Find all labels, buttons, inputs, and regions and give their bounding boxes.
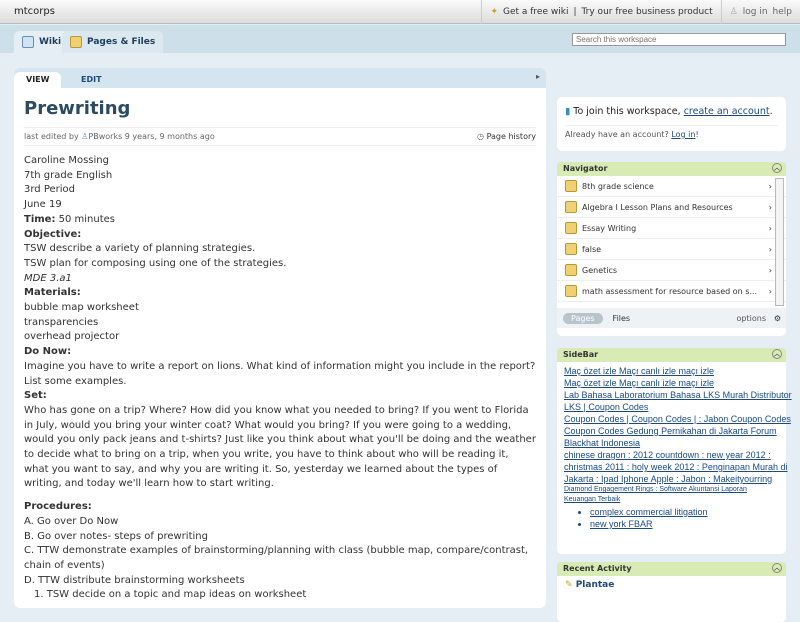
tab-label: Pages & Files: [87, 37, 156, 47]
sidebar-link[interactable]: Maç özet izle Maçı canlı izle maçı izle: [564, 378, 715, 388]
recent-item-link[interactable]: Plantae: [575, 580, 615, 590]
set-heading: Set:: [24, 390, 47, 402]
time-line: [24, 213, 536, 228]
edit-age: 9 years, 9 months ago: [124, 132, 215, 141]
nav-item[interactable]: [557, 176, 786, 197]
options-link[interactable]: options: [736, 313, 766, 323]
tab-wiki[interactable]: [14, 31, 69, 53]
chevron-right-icon: ›: [768, 202, 772, 212]
join-box: [557, 97, 786, 151]
sidebar-link[interactable]: Blackhat Indonesia: [564, 438, 641, 448]
top-bar: [0, 0, 800, 24]
user-icon: ♙: [81, 132, 89, 141]
sidebar-title: SideBar: [563, 350, 599, 359]
folder-icon: [565, 180, 577, 192]
nav-label: math assessment for resource based on s...: [582, 286, 758, 296]
text-line: TSW describe a variety of planning strategies.: [24, 243, 256, 255]
login-link[interactable]: log in: [742, 7, 768, 17]
text-line: C. TTW demonstrate examples of brainstorming/planning with class (bubble map, compare/contrast, chain of events): [24, 545, 529, 571]
get-free-wiki-link[interactable]: Get a free wiki: [502, 7, 569, 17]
sidebar-link[interactable]: Maç özet izle Maçı canlı izle maçı izle: [564, 366, 715, 376]
time-label: Time:: [24, 213, 56, 225]
user-icon: ♙: [729, 7, 738, 17]
text-line: 1. TSW decide on a topic and map ideas on worksheet: [34, 589, 307, 601]
tab-view[interactable]: VIEW: [14, 72, 61, 88]
chevron-right-icon: ›: [768, 286, 772, 296]
have-account-text: Already have an account?: [565, 130, 669, 139]
chevron-right-icon: ›: [768, 265, 772, 275]
nav-label: false: [582, 244, 602, 254]
time-value: 50 minutes: [55, 213, 116, 225]
chevron-right-icon: ›: [768, 223, 772, 233]
page-icon: ✎: [565, 580, 573, 590]
pages-toggle[interactable]: Pages: [563, 313, 603, 324]
history-label: Page history: [486, 132, 536, 141]
nav-label: 8th grade science: [582, 181, 654, 191]
flag-icon: ▮: [565, 106, 571, 117]
donow-heading: Do Now:: [24, 346, 72, 358]
procedures-heading: Procedures:: [24, 501, 92, 513]
page-title: Prewriting: [24, 98, 131, 119]
search-input[interactable]: [572, 33, 786, 46]
sidebar-link[interactable]: Diamond Engagement Rings : Software Akuntansi Laporan Keuangan Terbaik: [564, 486, 747, 503]
donow-text: Imagine you have to write a report on lions. What kind of information might you include in the report? List some examples.: [24, 360, 536, 387]
text-line: A. Go over Do Now: [24, 515, 119, 527]
folder-icon: [70, 36, 82, 48]
sidebar-bullet-link[interactable]: • new york FBAR: [590, 518, 779, 530]
objective-heading: Objective:: [24, 228, 82, 240]
page-history-link[interactable]: [477, 132, 536, 141]
files-toggle[interactable]: Files: [612, 313, 631, 323]
workspace-name[interactable]: mtcorps: [14, 6, 55, 17]
recent-title: Recent Activity: [563, 564, 632, 573]
nav-item[interactable]: [557, 218, 786, 239]
sidebar-link[interactable]: Coupon Codes Gedung Pernikahan di Jakarta Forum: [564, 426, 777, 436]
page-content: [14, 146, 546, 611]
award-icon: ✦: [490, 7, 498, 17]
folder-icon: [565, 222, 577, 234]
text-line: overhead projector: [24, 331, 120, 343]
standard-code: MDE 3.a1: [24, 272, 72, 284]
recent-activity-panel: [557, 562, 786, 622]
text-line: B. Go over notes- steps of prewriting: [24, 530, 208, 542]
sidebar-link[interactable]: Coupon Codes | Coupon Codes | : Jabon Coupon Codes: [564, 414, 791, 424]
sidebar-link[interactable]: Jakarta : Ipad Iphone Apple : Jabon : Makeityourring: [564, 474, 773, 484]
text-line: Caroline Mossing: [24, 155, 109, 166]
bang: !: [695, 130, 699, 139]
period: .: [769, 106, 773, 117]
folder-icon: [565, 201, 577, 213]
collapse-icon[interactable]: ︿: [773, 165, 780, 172]
set-text: Who has gone on a trip? Where? How did you know what you needed to bring? If you went to Florida in July, would you bring your winter coat? What would you bring? If you were going to a wedding, would you only pack jeans and t-shirts? Just like you think about what you'll be doing and the weather to decide what to bring on a trip, when you write, you have to think about who will be reading it, what you want to say, and why you are writing it. So, yesterday we learned about the types of writing, and today we'll learn how to start writing.: [24, 404, 536, 490]
wiki-icon: [22, 36, 34, 48]
gear-icon[interactable]: ⚙: [773, 313, 781, 323]
chevron-right-icon: ›: [768, 244, 772, 254]
separator: |: [573, 7, 577, 17]
text-line: bubble map worksheet: [24, 302, 139, 314]
author-link[interactable]: PBworks: [88, 132, 123, 141]
help-link[interactable]: help: [772, 7, 792, 17]
tab-label: Wiki: [39, 37, 62, 47]
navigator-title: Navigator: [563, 164, 608, 173]
folder-icon: [565, 264, 577, 276]
collapse-icon[interactable]: ︿: [773, 351, 780, 358]
sidebar-bullet-link[interactable]: • complex commercial litigation: [590, 506, 779, 518]
main-panel: [14, 68, 546, 608]
nav-label: Algebra I Lesson Plans and Resources: [582, 202, 733, 212]
sidebar-link[interactable]: chinese dragon : 2012 countdown : new year 2012 :: [564, 450, 771, 460]
nav-label: Essay Writing: [582, 223, 637, 233]
scrollbar[interactable]: [775, 178, 784, 306]
text-line: TSW plan for composing using one of the strategies.: [24, 257, 287, 269]
sidebar-link[interactable]: Lab Bahasa Laboratorium Bahasa LKS Murah Distributor: [564, 390, 792, 400]
login-link[interactable]: Log in: [671, 130, 696, 139]
business-link[interactable]: Try our free business product: [581, 7, 713, 17]
chevron-right-icon[interactable]: ▸: [535, 72, 540, 81]
meta-label: last edited by: [24, 132, 79, 141]
text-line: 7th grade English: [24, 169, 113, 181]
join-text: To join this workspace,: [573, 106, 681, 117]
text-line: 3rd Period: [24, 184, 76, 196]
text-line: June 19: [24, 199, 62, 211]
nav-item[interactable]: [557, 260, 786, 281]
clock-icon: ◷: [477, 132, 485, 141]
nav-label: Genetics: [582, 265, 618, 275]
folder-icon: [565, 285, 577, 297]
materials-heading: Materials:: [24, 287, 81, 299]
sidebar-panel: [557, 348, 792, 554]
text-line: D. TTW distribute brainstorming worksheets: [24, 574, 245, 586]
text-line: transparencies: [24, 316, 99, 328]
navigator-panel: [557, 162, 786, 336]
sidebar-link[interactable]: christmas 2011 : holy week 2012 : Penginapan Murah di: [564, 462, 788, 472]
nav-item[interactable]: [557, 239, 786, 260]
tab-pages-files[interactable]: [62, 31, 163, 53]
nav-item[interactable]: [557, 197, 786, 218]
nav-item[interactable]: [557, 281, 786, 302]
sidebar-link[interactable]: LKS | Coupon Codes: [564, 402, 649, 412]
chevron-right-icon: ›: [768, 181, 772, 191]
folder-icon: [565, 243, 577, 255]
create-account-link[interactable]: create an account: [683, 106, 770, 117]
tab-edit[interactable]: EDIT: [81, 75, 102, 84]
collapse-icon[interactable]: ︿: [773, 565, 780, 572]
